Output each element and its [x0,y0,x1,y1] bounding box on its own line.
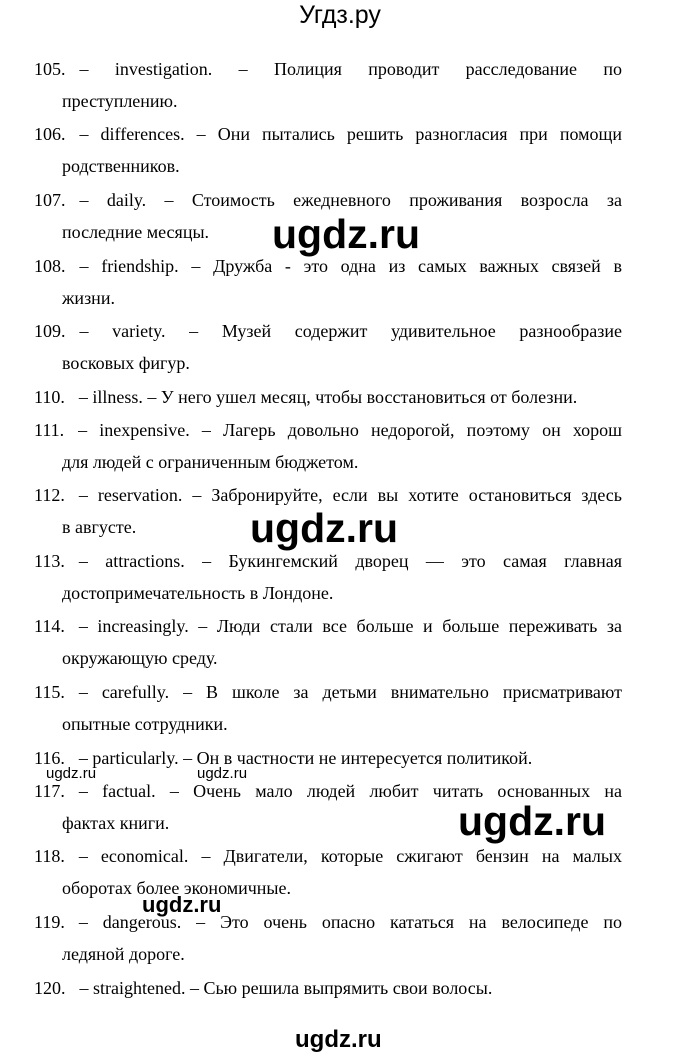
entry-continuation: преступлению. [62,91,178,111]
entry-number: 111. [34,420,65,440]
entry-continuation: опытные сотрудники. [62,714,228,734]
entry-continuation: достопримечательность в Лондоне. [62,583,334,603]
watermark-logo: ugdz.ru [458,798,607,844]
entry-number: 119. [34,912,65,932]
entry-number: 108. [34,256,66,276]
entry-text: – daily. – Стоимость ежедневного проживания возросла за [79,190,622,210]
entry-number: 114. [34,616,65,636]
entry-continuation: родственников. [62,156,180,176]
entry-continuation: ледяной дороге. [62,944,185,964]
entry-number: 107. [34,190,66,210]
entry-text: – increasingly. – Люди стали все больше и больше переживать за [78,616,622,636]
entry-number: 106. [34,124,66,144]
entry-text: – factual. – Очень мало людей любит читать основанных на [78,781,622,801]
site-title: Угдз.ру [299,1,381,29]
entry-line [34,381,622,413]
entry-text: – variety. – Музей содержит удивительное разнообразие [79,321,622,341]
watermark-logo: ugdz.ru [46,765,97,782]
entry-line [34,118,622,150]
entry-number: 120. [34,978,66,998]
watermark-logo: ugdz.ru [250,505,399,551]
entry-number: 113. [34,551,65,571]
entry-line [34,676,622,708]
entry-text: – straightened. – Сью решила выпрямить свои волосы. [79,978,493,998]
entry-number: 105. [34,59,66,79]
entry-number: 118. [34,846,65,866]
entry-number: 112. [34,485,65,505]
entry-text: – investigation. – Полиция проводит расследование по [79,59,622,79]
entry-text: – economical. – Двигатели, которые сжигают бензин на малых [78,846,622,866]
entry-line [34,840,622,872]
watermark-logo: ugdz.ru [197,765,248,782]
entry-text: – attractions. – Букингемский дворец — это самая главная [78,551,622,571]
entry-number: 109. [34,321,66,341]
entry-line [34,315,622,347]
entry-continuation: последние месяцы. [62,222,210,242]
entry-text: – particularly. – Он в частности не интересуется политикой. [78,748,533,768]
entry-text: – reservation. – Забронируйте, если вы хотите остановиться здесь [78,485,622,505]
entry-line [34,414,622,446]
entry-number: 116. [34,748,65,768]
entry-line [34,906,622,938]
entry-continuation: оборотах более экономичные. [62,878,292,898]
entry-number: 117. [34,781,65,801]
watermark-logo: ugdz.ru [142,892,222,917]
entry-line [34,610,622,642]
entry-continuation: для людей с ограниченным бюджетом. [62,452,359,472]
entry-number: 110. [34,387,65,407]
entry-number: 115. [34,682,65,702]
entry-text: – inexpensive. – Лагерь довольно недорогой, поэтому он хорош [78,420,622,440]
entry-continuation: в августе. [62,517,137,537]
entry-text: – dangerous. – Это очень опасно кататься на велосипеде по [78,912,622,932]
watermark-logo: ugdz.ru [272,211,421,257]
entry-continuation: окружающую среду. [62,648,218,668]
entry-text: – carefully. – В школе за детьми внимательно присматривают [78,682,622,702]
entry-line [34,53,622,85]
entry-continuation: восковых фигур. [62,353,190,373]
entry-continuation: жизни. [62,288,115,308]
entry-text: – friendship. – Дружба - это одна из самых важных связей в [79,256,622,276]
entry-line [34,742,622,774]
entry-text: – illness. – У него ушел месяц, чтобы восстановиться от болезни. [78,387,578,407]
entry-line [34,972,622,1004]
watermark-logo: ugdz.ru [295,1026,382,1053]
entry-continuation: фактах книги. [62,813,170,833]
entry-text: – differences. – Они пытались решить разногласия при помощи [79,124,622,144]
